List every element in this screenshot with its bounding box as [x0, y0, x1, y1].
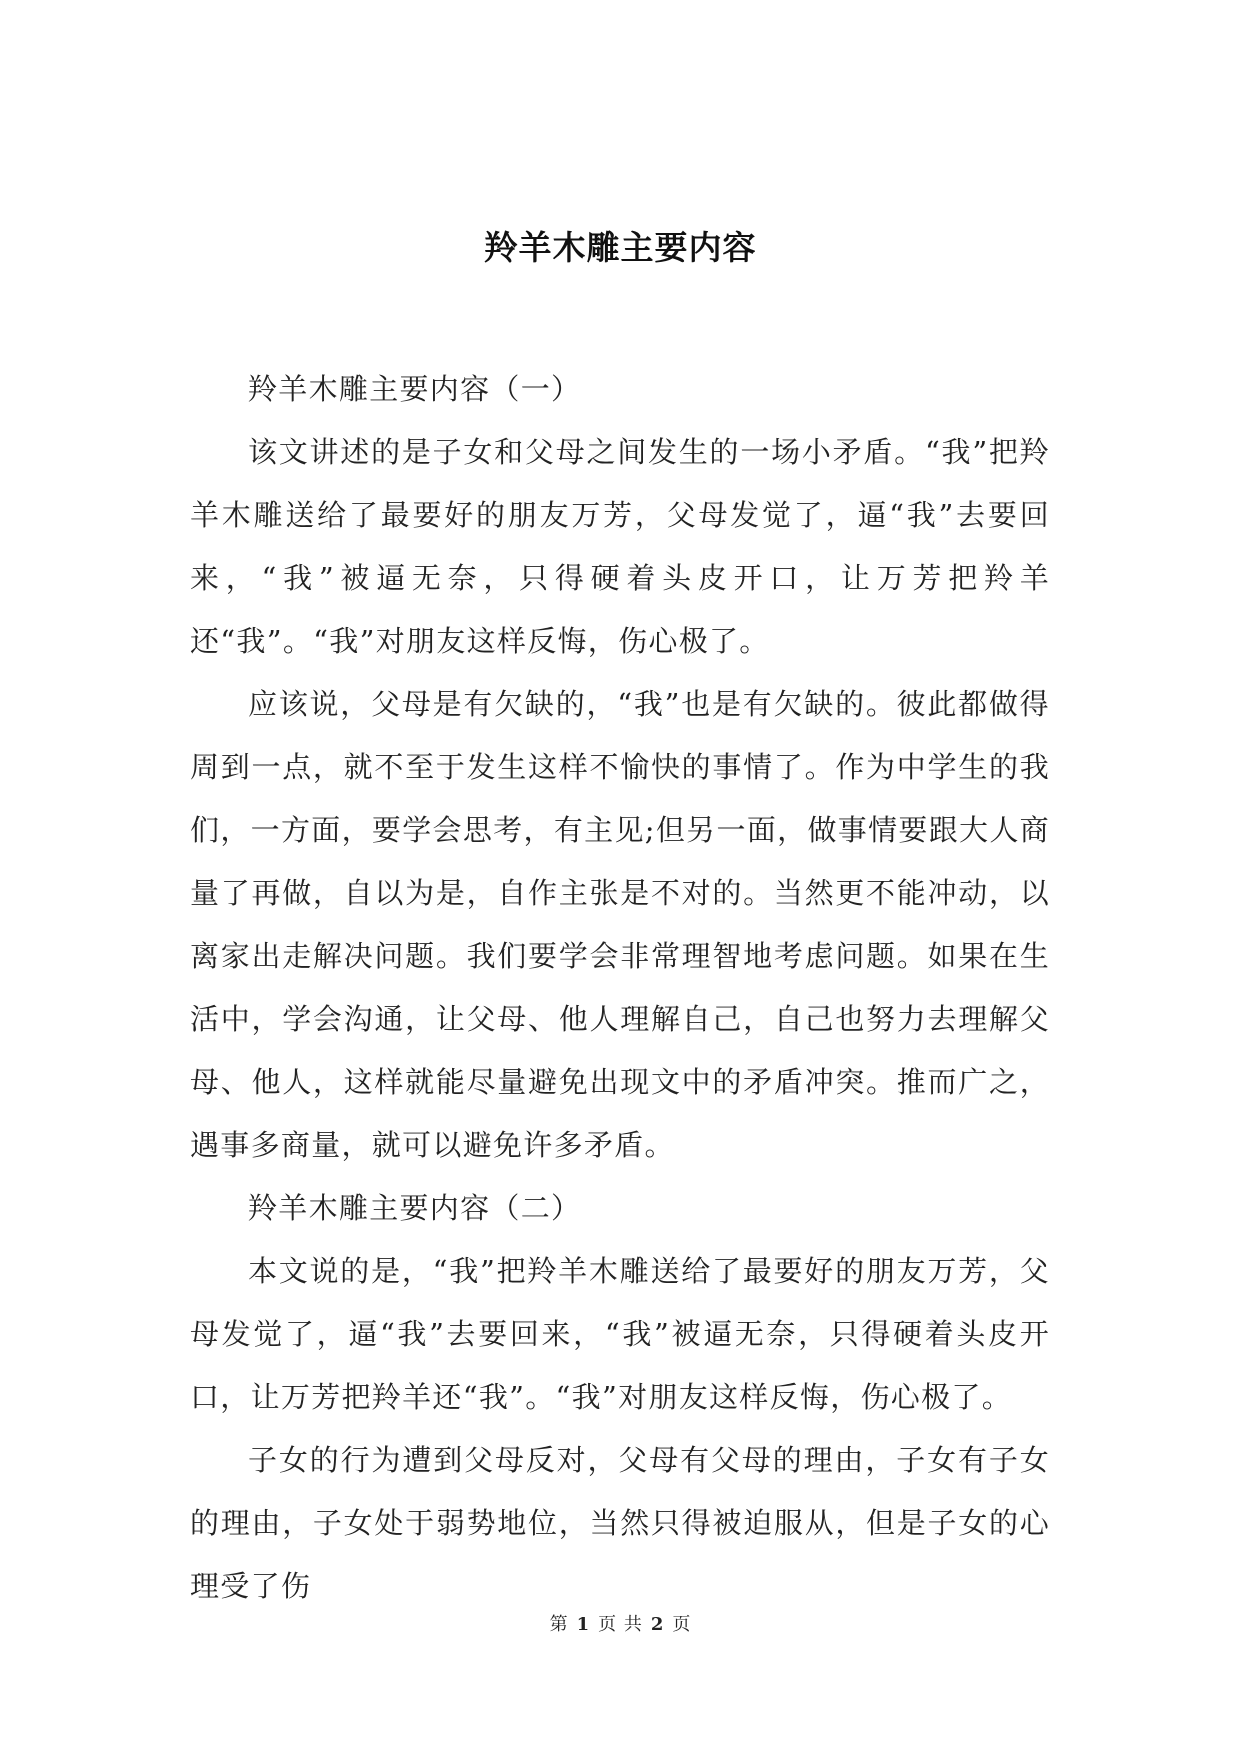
current-page-number: 1 — [576, 1614, 591, 1635]
section-heading-2: 羚羊木雕主要内容（二） — [248, 1191, 582, 1225]
paragraph: 子女的行为遭到父母反对，父母有父母的理由，子女有子女的理由，子女处于弱势地位，当然只得被迫服从，但是子女的心理受了伤 — [190, 1443, 1050, 1603]
page-footer — [0, 1610, 1241, 1636]
paragraph: 应该说，父母是有欠缺的，“我”也是有欠缺的。彼此都做得周到一点，就不至于发生这样不愉快的事情了。作为中学生的我们，一方面，要学会思考，有主见;但另一面，做事情要跟大人商量了再做，自以为是，自作主张是不对的。当然更不能冲动，以离家出走解决问题。我们要学会非常理智地考虑问题。如果在生活中，学会沟通，让父母、他人理解自己，自己也努力去理解父母、他人，这样就能尽量避免出现文中的矛盾冲突。推而广之，遇事多商量，就可以避免许多矛盾。 — [190, 687, 1050, 1162]
section-heading-1: 羚羊木雕主要内容（一） — [248, 372, 582, 406]
total-pages-number: 2 — [650, 1614, 665, 1635]
document-title: 羚羊木雕主要内容 — [484, 228, 757, 267]
paragraph: 该文讲述的是子女和父母之间发生的一场小矛盾。“我”把羚羊木雕送给了最要好的朋友万芳，父母发觉了，逼“我”去要回来，“我”被逼无奈，只得硬着头皮开口，让万芳把羚羊还“我”。“我”对朋友这样反悔，伤心极了。 — [190, 435, 1050, 658]
document-body — [190, 358, 1050, 1618]
footer-middle: 页 共 — [598, 1614, 643, 1635]
footer-suffix: 页 — [672, 1614, 692, 1635]
paragraph: 本文说的是，“我”把羚羊木雕送给了最要好的朋友万芳，父母发觉了，逼“我”去要回来，“我”被逼无奈，只得硬着头皮开口，让万芳把羚羊还“我”。“我”对朋友这样反悔，伤心极了。 — [190, 1254, 1050, 1414]
footer-prefix: 第 — [549, 1614, 569, 1635]
